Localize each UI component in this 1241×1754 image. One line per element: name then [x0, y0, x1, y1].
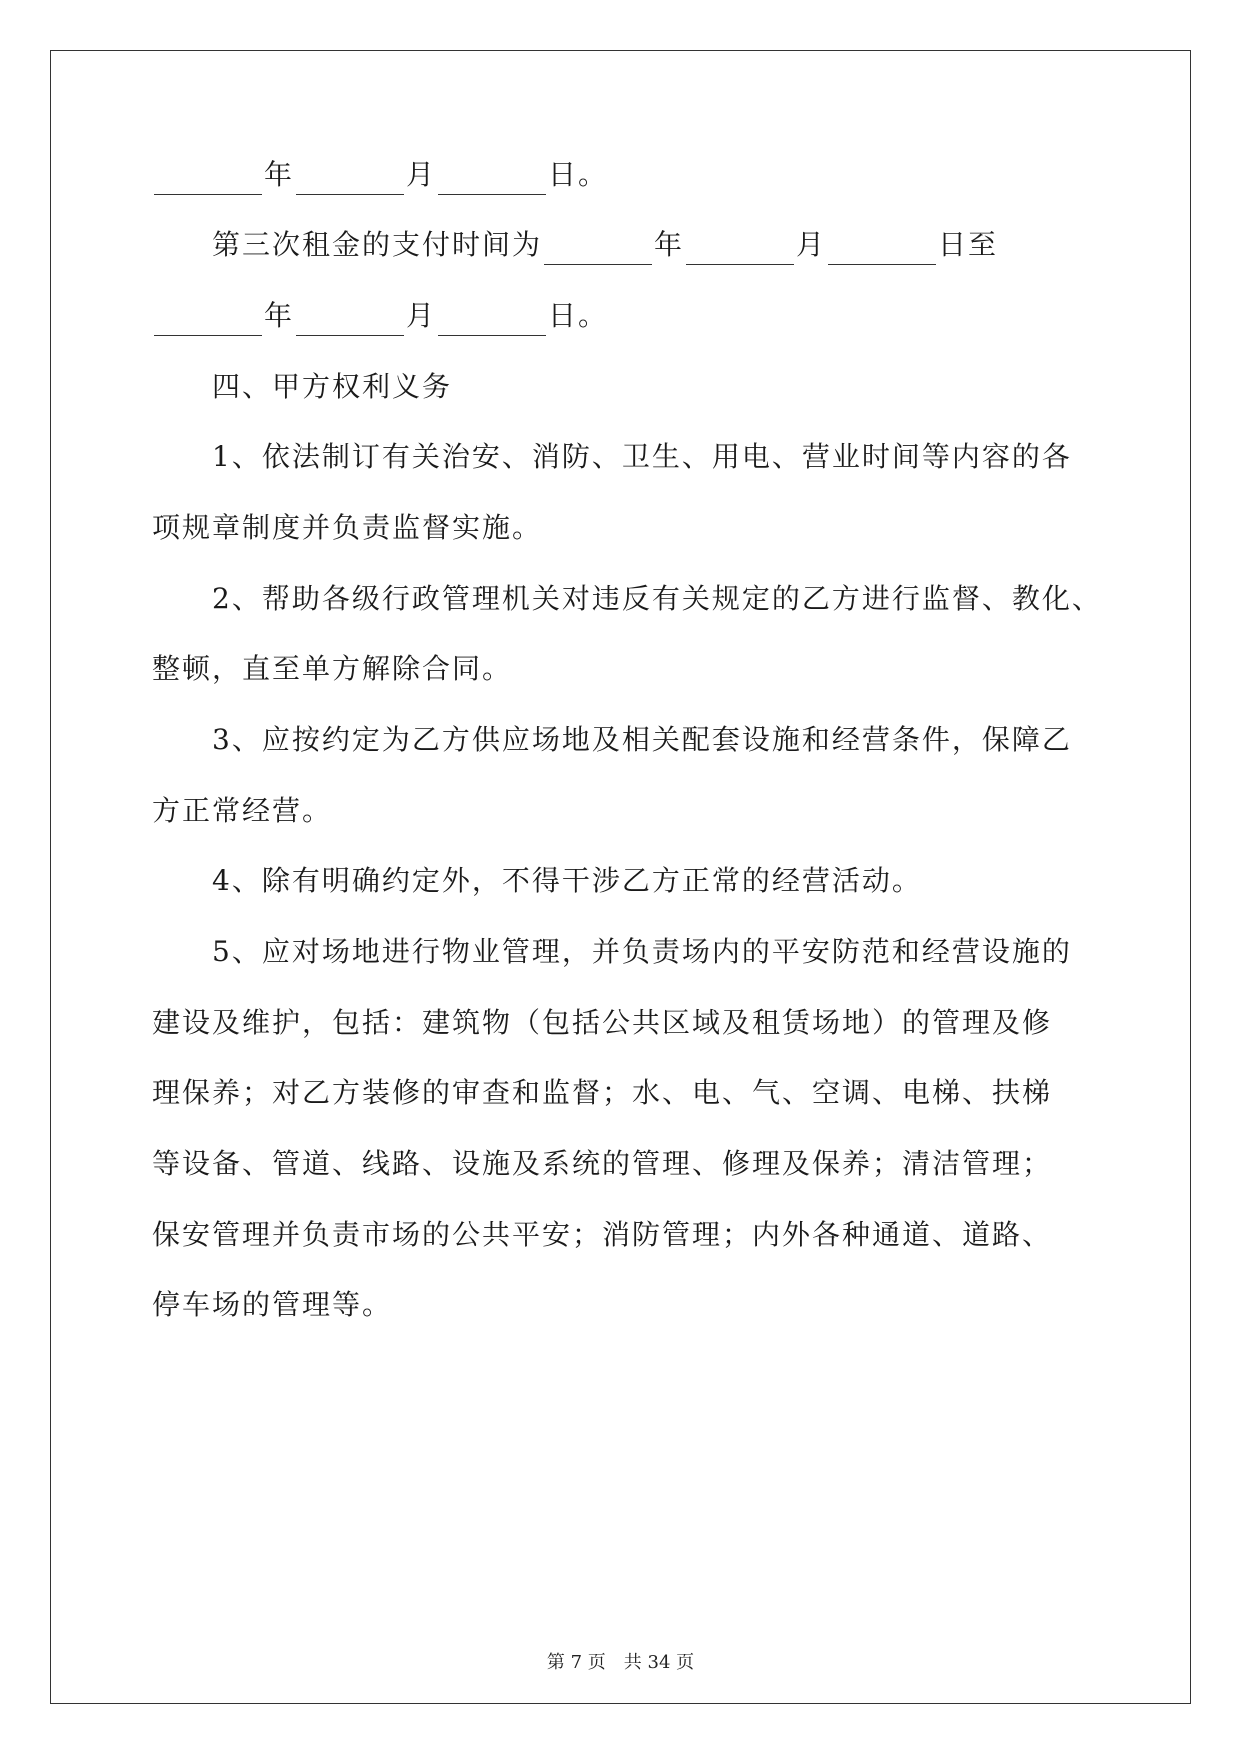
blank-year [154, 164, 262, 195]
blank-day [828, 234, 936, 265]
paragraph-line: 项规章制度并负责监督实施。 [152, 511, 543, 544]
paragraph-line: 方正常经营。 [152, 794, 333, 827]
blank-year [544, 234, 652, 265]
date-line-2 [152, 296, 608, 336]
page-number-footer: 第 7 页 共 34 页 [546, 1652, 695, 1673]
paragraph-line: 4、除有明确约定外，不得干涉乙方正常的经营活动。 [212, 864, 922, 897]
paragraph-line: 整顿，直至单方解除合同。 [152, 652, 513, 685]
blank-day [438, 164, 546, 195]
blank-month [296, 164, 404, 195]
paragraph-line: 保安管理并负责市场的公共平安；消防管理；内外各种通道、道路、 [152, 1218, 1053, 1251]
year-unit: 年 [264, 158, 295, 191]
day-unit: 日至 [938, 228, 999, 261]
third-rent-label: 第三次租金的支付时间为 [212, 228, 543, 261]
paragraph-line: 理保养；对乙方装修的审查和监督；水、电、气、空调、电梯、扶梯 [152, 1076, 1053, 1109]
month-unit: 月 [406, 158, 437, 191]
paragraph-line: 1、依法制订有关治安、消防、卫生、用电、营业时间等内容的各 [212, 440, 1072, 473]
year-unit: 年 [654, 228, 685, 261]
blank-month [686, 234, 794, 265]
date-line-1 [152, 155, 608, 195]
blank-day [438, 305, 546, 336]
blank-year [154, 305, 262, 336]
third-rent-payment-line [212, 225, 998, 265]
month-unit: 月 [406, 299, 437, 332]
paragraph-line: 2、帮助各级行政管理机关对违反有关规定的乙方进行监督、教化、 [212, 582, 1102, 615]
blank-month [296, 305, 404, 336]
paragraph-line: 等设备、管道、线路、设施及系统的管理、修理及保养；清洁管理； [152, 1147, 1053, 1180]
year-unit: 年 [264, 299, 295, 332]
paragraph-line: 3、应按约定为乙方供应场地及相关配套设施和经营条件，保障乙 [212, 723, 1072, 756]
section-heading: 四、甲方权利义务 [212, 370, 453, 403]
day-unit: 日。 [548, 299, 609, 332]
month-unit: 月 [796, 228, 827, 261]
paragraph-line: 建设及维护，包括：建筑物（包括公共区域及租赁场地）的管理及修 [152, 1006, 1053, 1039]
paragraph-line: 5、应对场地进行物业管理，并负责场内的平安防范和经营设施的 [212, 935, 1072, 968]
day-unit: 日。 [548, 158, 609, 191]
paragraph-line: 停车场的管理等。 [152, 1288, 393, 1321]
